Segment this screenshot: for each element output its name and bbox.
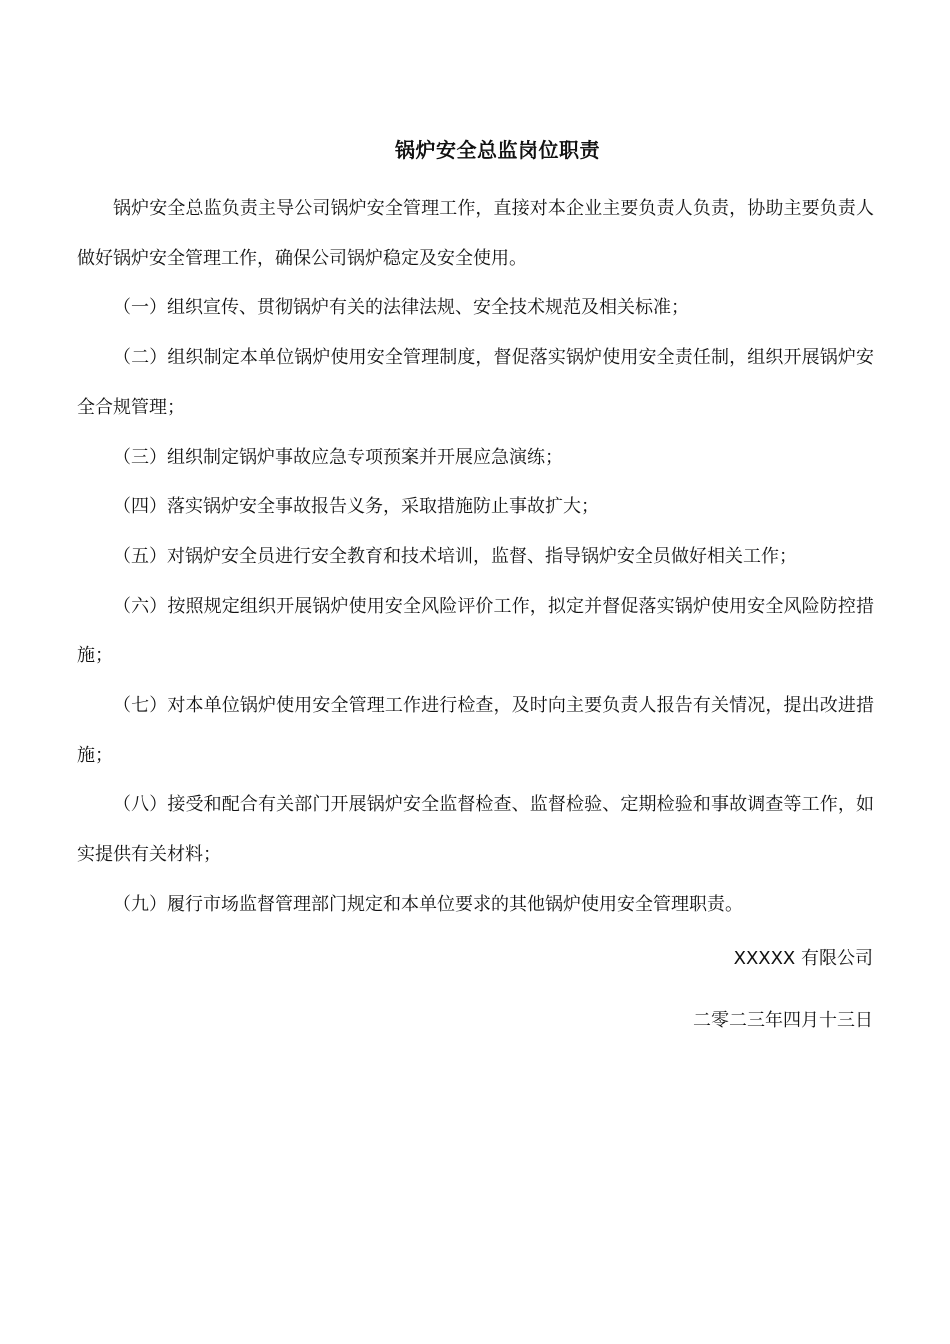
duty-item-5: （五）对锅炉安全员进行安全教育和技术培训，监督、指导锅炉安全员做好相关工作；: [113, 545, 797, 567]
duty-item-6: （六）按照规定组织开展锅炉使用安全风险评价工作，拟定并督促落实锅炉使用安全风险防控措施；: [77, 595, 874, 667]
intro-paragraph: 锅炉安全总监负责主导公司锅炉安全管理工作，直接对本企业主要负责人负责，协助主要负责人做好锅炉安全管理工作，确保公司锅炉稳定及安全使用。: [77, 198, 874, 269]
document-title: 锅炉安全总监岗位职责: [395, 138, 600, 162]
duty-item-7: （七）对本单位锅炉使用安全管理工作进行检查，及时向主要负责人报告有关情况，提出改进措施；: [77, 695, 874, 766]
duty-item-8: （八）接受和配合有关部门开展锅炉安全监督检查、监督检验、定期检验和事故调查等工作，如实提供有关材料；: [77, 794, 874, 866]
duty-item-1: （一）组织宣传、贯彻锅炉有关的法律法规、安全技术规范及相关标准；: [113, 297, 689, 319]
duty-item-3: （三）组织制定锅炉事故应急专项预案并开展应急演练；: [113, 446, 563, 468]
duty-item-4: （四）落实锅炉安全事故报告义务，采取措施防止事故扩大；: [113, 496, 599, 518]
company-signature: XXXXX 有限公司: [733, 948, 873, 969]
signature-date: 二零二三年四月十三日: [693, 1010, 873, 1031]
duty-item-9: （九）履行市场监督管理部门规定和本单位要求的其他锅炉使用安全管理职责。: [113, 893, 743, 915]
duty-item-2: （二）组织制定本单位锅炉使用安全管理制度，督促落实锅炉使用安全责任制，组织开展锅炉安全合规管理；: [77, 347, 874, 418]
document-body: [77, 184, 874, 930]
